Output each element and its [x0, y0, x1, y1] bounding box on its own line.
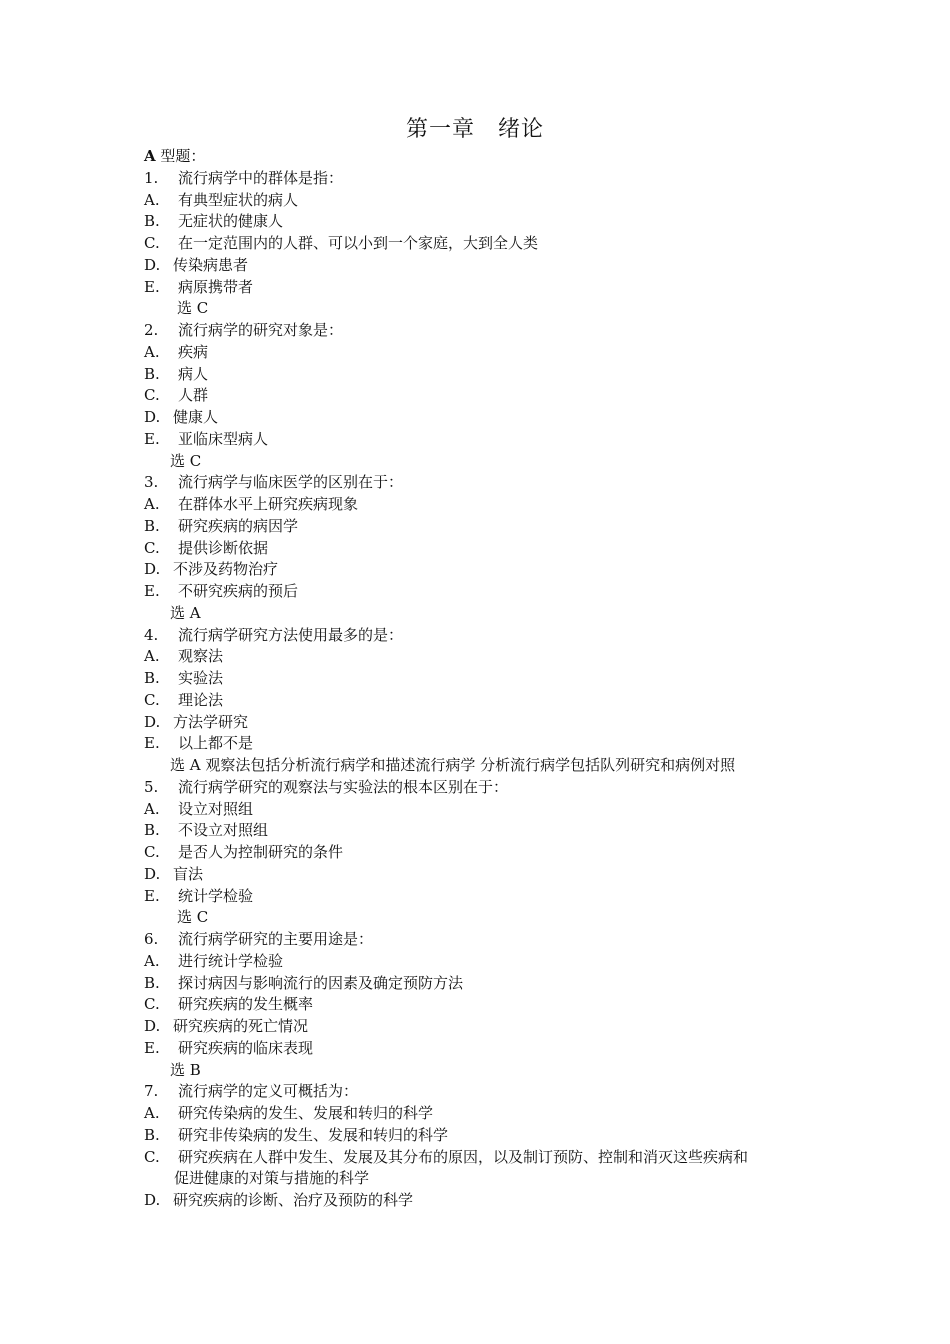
option-text: 疾病 [178, 342, 209, 361]
question-number: 1. [144, 168, 159, 187]
option-marker: E. [144, 582, 160, 600]
option-marker: B. [144, 1125, 160, 1144]
option-text: 不研究疾病的预后 [178, 582, 299, 600]
option-marker: E. [144, 734, 160, 753]
option-text: 统计学检验 [178, 886, 254, 905]
option-text: 进行统计学检验 [178, 951, 284, 970]
option-line [144, 799, 824, 821]
option-line [144, 1125, 824, 1147]
question-stem [144, 472, 824, 494]
option-text: 无症状的健康人 [178, 212, 284, 231]
option-marker: D. [144, 408, 161, 426]
option-text: 观察法 [178, 647, 224, 666]
answer-line: 选 B [170, 1060, 201, 1079]
option-text: 理论法 [178, 690, 224, 709]
option-line [144, 211, 824, 233]
question-number: 6. [144, 930, 159, 948]
section-label: 型题： [160, 147, 206, 165]
option-line [144, 1016, 824, 1038]
option-line [144, 951, 824, 973]
option-line [144, 364, 824, 386]
option-marker: D. [144, 1191, 161, 1209]
option-marker: A. [144, 342, 160, 361]
option-text: 研究疾病的诊断、治疗及预防的科学 [173, 1191, 414, 1209]
option-text: 研究传染病的发生、发展和转归的科学 [178, 1104, 434, 1122]
option-text: 是否人为控制研究的条件 [178, 843, 344, 861]
option-text: 传染病患者 [173, 255, 249, 274]
option-marker: A. [144, 1104, 160, 1122]
option-marker: C. [144, 690, 160, 709]
section-heading [144, 146, 824, 168]
question-text: 流行病学的研究对象是： [178, 321, 344, 339]
option-text: 研究疾病的发生概率 [178, 995, 314, 1014]
option-text: 在群体水平上研究疾病现象 [178, 495, 359, 513]
section-prefix: A [144, 147, 156, 165]
option-text: 有典型症状的病人 [178, 190, 299, 209]
option-line [144, 516, 824, 538]
option-text: 亚临床型病人 [178, 429, 269, 448]
question-stem [144, 625, 824, 647]
option-text: 健康人 [173, 408, 219, 426]
option-text: 研究疾病的病因学 [178, 516, 299, 535]
option-marker: E. [144, 1038, 160, 1057]
option-line [144, 190, 824, 212]
option-marker: A. [144, 190, 160, 209]
question-list [144, 146, 824, 1212]
question-text: 流行病学的定义可概括为： [178, 1082, 359, 1101]
option-text: 不设立对照组 [178, 821, 269, 840]
answer-line: 选 C [177, 299, 209, 318]
option-line [144, 886, 824, 908]
answer-line: 选 C [170, 451, 202, 470]
option-text: 不涉及药物治疗 [173, 560, 279, 579]
chapter-title: 第一章 绪论 [405, 117, 544, 142]
option-text: 以上都不是 [178, 734, 254, 753]
option-marker: B. [144, 516, 160, 535]
question-number: 7. [144, 1082, 159, 1101]
option-line [144, 842, 824, 864]
option-line [144, 494, 824, 516]
question-number: 2. [144, 321, 159, 339]
option-text: 提供诊断依据 [178, 538, 269, 557]
option-text: 方法学研究 [173, 712, 249, 731]
option-marker: C. [144, 386, 160, 405]
option-marker: D. [144, 712, 161, 731]
option-line [144, 277, 824, 299]
option-marker: C. [144, 843, 160, 861]
option-marker: C. [144, 995, 160, 1014]
option-line [144, 668, 824, 690]
option-text: 病人 [178, 364, 209, 383]
question-text: 流行病学中的群体是指： [178, 168, 344, 187]
option-marker: A. [144, 647, 160, 666]
option-line [144, 994, 824, 1016]
option-text: 探讨病因与影响流行的因素及确定预防方法 [178, 973, 464, 992]
question-stem [144, 777, 824, 799]
option-text: 研究疾病的临床表现 [178, 1038, 314, 1057]
option-line [144, 255, 824, 277]
answer-line: 选 A [170, 603, 201, 622]
option-text: 实验法 [178, 669, 224, 687]
option-text: 设立对照组 [178, 799, 254, 818]
option-marker: A. [144, 799, 160, 818]
option-line [144, 864, 824, 886]
option-line [144, 646, 824, 668]
option-line [144, 973, 824, 995]
option-line [144, 1147, 824, 1169]
option-marker: E. [144, 429, 160, 448]
question-text: 流行病学研究的观察法与实验法的根本区别在于： [178, 777, 509, 796]
question-stem [144, 168, 824, 190]
option-marker: D. [144, 255, 161, 274]
option-line [144, 559, 824, 581]
option-line [144, 385, 824, 407]
option-line [144, 233, 824, 255]
option-marker: B. [144, 669, 160, 687]
option-line [144, 690, 824, 712]
question-stem [144, 320, 824, 342]
option-marker: E. [144, 886, 160, 905]
option-line [144, 581, 824, 603]
option-marker: B. [144, 364, 160, 383]
option-marker: C. [144, 234, 160, 252]
option-line [144, 712, 824, 734]
question-stem [144, 929, 824, 951]
answer-line: 选 A 观察法包括分析流行病学和描述流行病学 分析流行病学包括队列研究和病例对照 [170, 756, 736, 774]
question-number: 5. [144, 777, 159, 796]
option-line [144, 429, 824, 451]
option-line [144, 1038, 824, 1060]
option-marker: D. [144, 1017, 161, 1035]
option-text: 盲法 [173, 864, 204, 883]
option-text: 研究疾病的死亡情况 [173, 1017, 309, 1035]
question-text: 流行病学与临床医学的区别在于： [178, 473, 404, 492]
option-marker: D. [144, 864, 161, 883]
option-marker: C. [144, 1147, 160, 1166]
question-text: 流行病学研究的主要用途是： [178, 930, 374, 948]
option-marker: C. [144, 538, 160, 557]
option-line [144, 407, 824, 429]
answer-line: 选 C [177, 908, 209, 927]
question-stem [144, 1081, 824, 1103]
option-marker: A. [144, 495, 160, 513]
option-marker: A. [144, 951, 160, 970]
option-line [144, 733, 824, 755]
option-line [144, 820, 824, 842]
question-number: 3. [144, 473, 159, 492]
option-marker: E. [144, 277, 160, 296]
option-line [144, 1190, 824, 1212]
option-text: 在一定范围内的人群、可以小到一个家庭，大到全人类 [178, 234, 539, 252]
option-text: 人群 [178, 386, 209, 405]
option-text: 研究疾病在人群中发生、发展及其分布的原因，以及制订预防、控制和消灭这些疾病和 [178, 1147, 749, 1166]
option-line [144, 342, 824, 364]
question-number: 4. [144, 625, 159, 644]
option-line [144, 538, 824, 560]
question-text: 流行病学研究方法使用最多的是： [178, 625, 404, 644]
option-continuation: 促进健康的对策与措施的科学 [174, 1169, 370, 1188]
option-line [144, 1103, 824, 1125]
option-marker: D. [144, 560, 161, 579]
option-marker: B. [144, 212, 160, 231]
option-text: 病原携带者 [178, 277, 254, 296]
option-text: 研究非传染病的发生、发展和转归的科学 [178, 1125, 449, 1144]
option-marker: B. [144, 821, 160, 840]
option-marker: B. [144, 973, 160, 992]
